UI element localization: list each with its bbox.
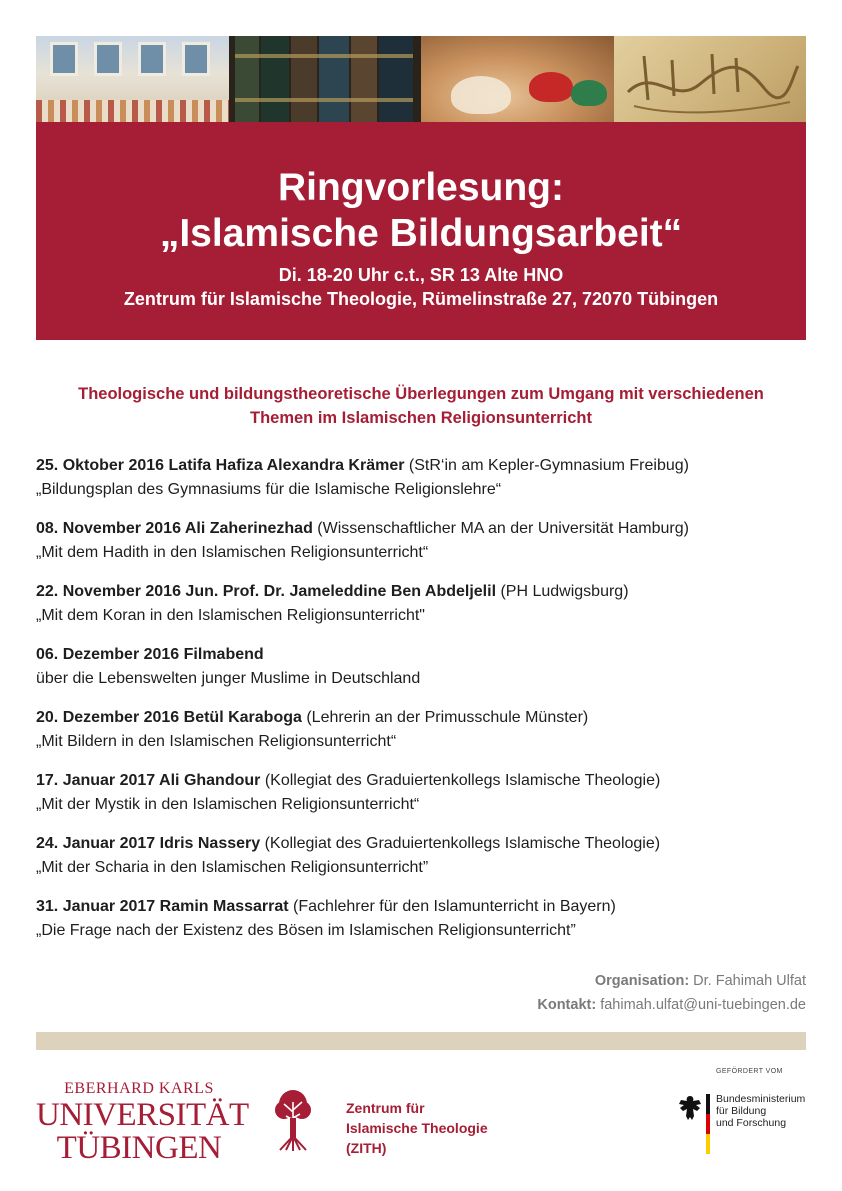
organisation-value: Dr. Fahimah Ulfat — [689, 973, 806, 989]
lecture-topic: „Bildungsplan des Gymnasiums für die Islamische Religionslehre“ — [36, 481, 502, 498]
intro-line1: Theologische und bildungstheoretische Überlegungen zum Umgang mit verschiedenen — [78, 385, 764, 403]
lecture-topic: „Mit dem Hadith in den Islamischen Religionsunterricht“ — [36, 544, 429, 561]
lecture-speaker-role: (Lehrerin an der Primusschule Münster) — [301, 709, 589, 726]
intro-line2: Themen im Islamischen Religionsunterricht — [250, 409, 592, 427]
bmbf-line1: Bundesministerium — [716, 1093, 806, 1105]
header-photo-banner — [36, 36, 806, 122]
university-tuebingen-logo — [36, 1080, 249, 1166]
uni-logo-line1: EBERHARD KARLS — [64, 1080, 214, 1097]
lecture-item — [36, 832, 806, 880]
lecture-item — [36, 643, 806, 691]
beige-divider-strip — [36, 1032, 806, 1050]
zith-line1: Zentrum für — [346, 1100, 425, 1116]
lecture-item — [36, 517, 806, 565]
lecture-speaker-role: (StR‘in am Kepler-Gymnasium Freibug) — [404, 457, 689, 474]
lecture-item — [36, 895, 806, 943]
uni-logo-line2: UNIVERSITÄT — [36, 1097, 249, 1133]
federal-eagle-icon — [677, 1092, 703, 1122]
lecture-heading: 17. Januar 2017 Ali Ghandour — [36, 772, 261, 789]
lecture-topic: „Die Frage nach der Existenz des Bösen im Islamischen Religionsunterricht” — [36, 922, 576, 939]
zith-line3: (ZITH) — [346, 1140, 387, 1156]
german-flag-bar — [706, 1094, 710, 1154]
zith-tree-icon — [272, 1088, 314, 1152]
title-box — [36, 122, 806, 340]
bmbf-logo-text — [716, 1093, 805, 1129]
lecture-heading: 31. Januar 2017 Ramin Massarrat — [36, 898, 289, 915]
lecture-heading: 24. Januar 2017 Idris Nassery — [36, 835, 261, 852]
bmbf-line2: für Bildung — [716, 1105, 767, 1117]
contact-line — [537, 995, 806, 1015]
lecture-item — [36, 769, 806, 817]
zith-line2: Islamische Theologie — [346, 1120, 488, 1136]
lecture-speaker-role: (Kollegiat des Graduiertenkollegs Islamische Theologie) — [260, 772, 661, 789]
arabic-calligraphy-image — [614, 36, 807, 122]
lecture-heading: 06. Dezember 2016 Filmabend — [36, 646, 264, 663]
lecture-speaker-role: (Fachlehrer für den Islamunterricht in Bayern) — [288, 898, 616, 915]
whirling-dervish-photo — [421, 36, 614, 122]
contact-label: Kontakt: — [537, 997, 597, 1013]
lecture-speaker-role: (PH Ludwigsburg) — [496, 583, 629, 600]
lecture-speaker-role: (Wissenschaftlicher MA an der Universität Hamburg) — [312, 520, 689, 537]
building-facade-photo — [36, 36, 229, 122]
lecture-topic: über die Lebenswelten junger Muslime in Deutschland — [36, 670, 421, 687]
lecture-item — [36, 580, 806, 628]
book-spines-photo — [229, 36, 422, 122]
lecture-topic: „Mit der Mystik in den Islamischen Religionsunterricht“ — [36, 796, 420, 813]
lecture-topic: „Mit Bildern in den Islamischen Religionsunterricht“ — [36, 733, 397, 750]
funding-note: GEFÖRDERT VOM — [716, 1068, 783, 1075]
event-address: Zentrum für Islamische Theologie, Rümelinstraße 27, 72070 Tübingen — [123, 289, 719, 309]
lecture-heading: 20. Dezember 2016 Betül Karaboga — [36, 709, 302, 726]
organisation-line — [595, 971, 806, 991]
page-title-line1: Ringvorlesung: — [277, 166, 564, 209]
lecture-heading: 08. November 2016 Ali Zaherinezhad — [36, 520, 313, 537]
lecture-item — [36, 706, 806, 754]
zith-name — [346, 1098, 488, 1158]
lecture-speaker-role: (Kollegiat des Graduiertenkollegs Islamische Theologie) — [260, 835, 661, 852]
contact-email-link[interactable]: fahimah.ulfat@uni-tuebingen.de — [596, 997, 806, 1013]
event-time-place: Di. 18-20 Uhr c.t., SR 13 Alte HNO — [278, 265, 564, 285]
lecture-heading: 25. Oktober 2016 Latifa Hafiza Alexandra Krämer — [36, 457, 405, 474]
lecture-topic: „Mit der Scharia in den Islamischen Religionsunterricht” — [36, 859, 429, 876]
lecture-heading: 22. November 2016 Jun. Prof. Dr. Jameleddine Ben Abdeljelil — [36, 583, 497, 600]
bmbf-line3: und Forschung — [716, 1117, 787, 1129]
lecture-topic: „Mit dem Koran in den Islamischen Religionsunterricht" — [36, 607, 425, 624]
organisation-label: Organisation: — [594, 973, 690, 989]
lecture-item — [36, 454, 806, 502]
calligraphy-icon — [614, 36, 806, 122]
uni-logo-line3: TÜBINGEN — [56, 1130, 222, 1166]
page-title-line2: „Islamische Bildungsarbeit“ — [159, 212, 683, 255]
